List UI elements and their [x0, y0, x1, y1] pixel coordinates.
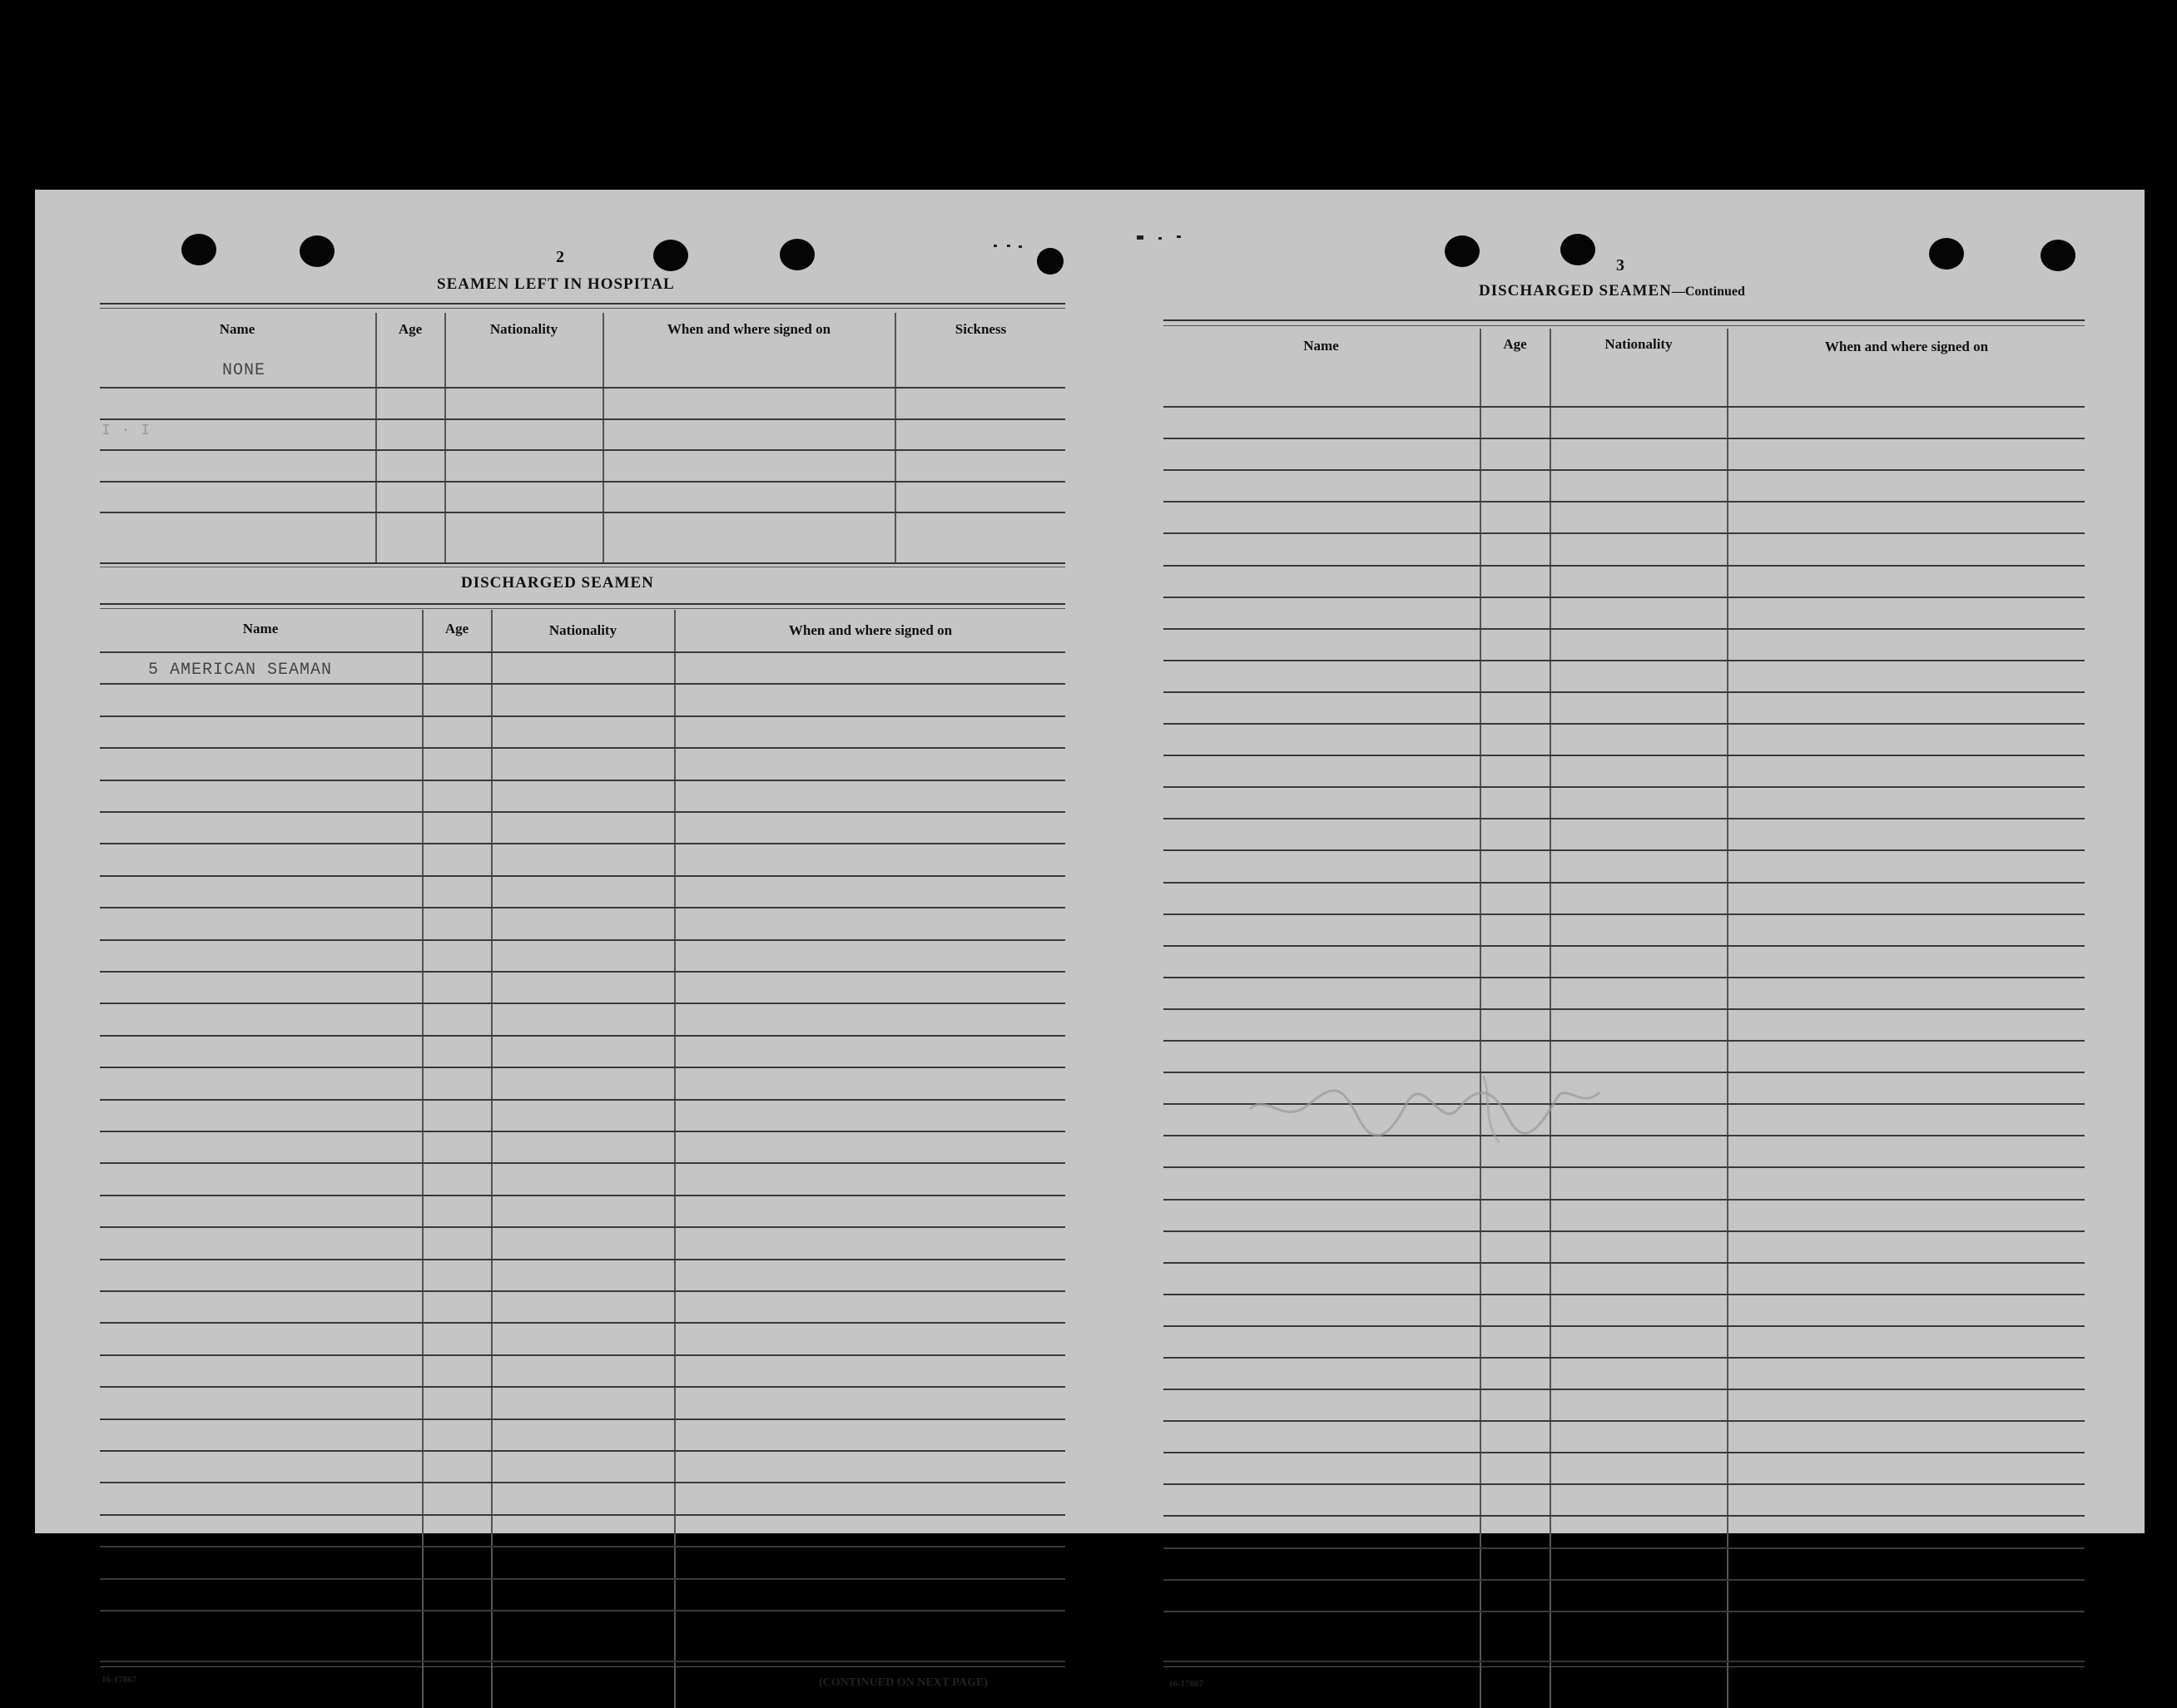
- column-header-nationality: Nationality: [548, 622, 617, 638]
- row-line: [100, 1354, 1065, 1356]
- column-header-age: Age: [398, 321, 423, 337]
- row-line: [100, 715, 1065, 717]
- column-divider: [491, 610, 493, 1708]
- row-line: [1163, 1452, 2085, 1453]
- table-rule: [1163, 319, 2085, 321]
- stray-mark: [1177, 235, 1181, 238]
- column-header-name: Name: [219, 321, 255, 337]
- punch-hole: [1445, 235, 1480, 267]
- row-line: [1163, 849, 2085, 851]
- row-line: [1163, 1166, 2085, 1168]
- column-divider: [1480, 329, 1481, 1708]
- row-line: [1163, 1611, 2085, 1612]
- column-divider: [422, 610, 424, 1708]
- row-line: [100, 418, 1065, 420]
- row-line: [100, 780, 1065, 781]
- row-line: [1163, 660, 2085, 661]
- row-line: [1163, 755, 2085, 756]
- column-header-signed-on: When and where signed on: [667, 321, 831, 337]
- form-code-right: 16-17867: [1168, 1679, 1204, 1689]
- punch-hole: [1929, 238, 1964, 270]
- discharged-entry: 5 AMERICAN SEAMAN: [148, 661, 333, 680]
- stray-mark: [1158, 237, 1162, 240]
- row-line: [100, 512, 1065, 513]
- row-line: [100, 907, 1065, 908]
- hospital-entry: NONE: [222, 361, 266, 380]
- row-line: [1163, 913, 2085, 915]
- row-line: [100, 1610, 1065, 1611]
- continued-note: (CONTINUED ON NEXT PAGE): [819, 1676, 988, 1689]
- column-header-signed-on: When and where signed on: [788, 622, 953, 638]
- column-header-nationality: Nationality: [489, 321, 558, 337]
- row-line: [1163, 977, 2085, 978]
- column-divider: [375, 313, 377, 562]
- table-rule: [100, 308, 1065, 309]
- row-line: [1163, 565, 2085, 567]
- row-line: [100, 747, 1065, 749]
- discharged-continued-title: [1479, 282, 1745, 300]
- row-line: [1163, 438, 2085, 439]
- table-rule: [100, 562, 1065, 564]
- punch-hole: [2041, 240, 2075, 271]
- table-rule: [100, 603, 1065, 605]
- row-line: [1163, 469, 2085, 471]
- row-line: [1163, 1199, 2085, 1201]
- table-rule: [1163, 1666, 2085, 1667]
- column-header-sickness: Sickness: [955, 321, 1007, 337]
- row-line: [1163, 1483, 2085, 1485]
- title-main: DISCHARGED SEAMEN: [1479, 282, 1672, 300]
- row-line: [1163, 1547, 2085, 1549]
- row-line: [1163, 723, 2085, 725]
- row-line: [1163, 1008, 2085, 1010]
- row-line: [1163, 532, 2085, 534]
- column-header-signed-on: When and where signed on: [1824, 339, 1989, 354]
- column-header-name: Name: [242, 621, 279, 636]
- row-line: [1163, 882, 2085, 884]
- row-line: [100, 1322, 1065, 1324]
- punch-hole: [780, 239, 815, 270]
- row-line: [1163, 1040, 2085, 1042]
- column-divider: [674, 610, 676, 1708]
- row-line: [1163, 1579, 2085, 1581]
- row-line: [100, 971, 1065, 973]
- page-number-left: 2: [556, 248, 564, 266]
- row-line: [1163, 597, 2085, 598]
- row-line: [100, 1003, 1065, 1004]
- row-line: [100, 449, 1065, 451]
- row-line: [100, 811, 1065, 813]
- hospital-section-title: SEAMEN LEFT IN HOSPITAL: [437, 275, 675, 293]
- row-line: [100, 387, 1065, 389]
- row-line: [1163, 1515, 2085, 1517]
- row-line: [100, 683, 1065, 685]
- faint-typed-mark: I · I: [102, 423, 151, 439]
- row-line: [1163, 1420, 2085, 1422]
- table-rule: [100, 1661, 1065, 1662]
- row-line: [1163, 1230, 2085, 1232]
- row-line: [100, 939, 1065, 941]
- column-header-name: Name: [1303, 338, 1339, 354]
- row-line: [100, 1514, 1065, 1516]
- row-line: [1163, 691, 2085, 693]
- column-divider: [444, 313, 446, 562]
- column-header-age: Age: [444, 621, 469, 636]
- row-line: [1163, 501, 2085, 502]
- table-rule: [100, 303, 1065, 304]
- row-line: [100, 651, 1065, 653]
- table-rule: [1163, 1661, 2085, 1662]
- punch-hole: [1560, 234, 1595, 265]
- stray-mark: [1019, 245, 1022, 248]
- stray-mark: [994, 245, 997, 247]
- row-line: [100, 1546, 1065, 1547]
- stray-mark: [1007, 245, 1010, 247]
- column-header-age: Age: [1503, 336, 1527, 352]
- column-divider: [603, 313, 604, 562]
- column-divider: [895, 313, 896, 562]
- row-line: [100, 1259, 1065, 1260]
- row-line: [100, 1226, 1065, 1228]
- punch-hole: [1037, 248, 1064, 275]
- row-line: [1163, 628, 2085, 630]
- punch-hole: [300, 235, 335, 267]
- row-line: [1163, 1262, 2085, 1264]
- row-line: [1163, 406, 2085, 408]
- table-rule: [100, 608, 1065, 609]
- row-line: [100, 1386, 1065, 1388]
- punch-hole: [653, 240, 688, 271]
- row-line: [1163, 1357, 2085, 1359]
- row-line: [100, 1131, 1065, 1132]
- row-line: [100, 1099, 1065, 1101]
- row-line: [1163, 1294, 2085, 1295]
- table-rule: [100, 1666, 1065, 1667]
- row-line: [100, 1450, 1065, 1452]
- row-line: [100, 843, 1065, 844]
- row-line: [1163, 945, 2085, 947]
- column-divider: [1550, 329, 1551, 1708]
- row-line: [100, 1195, 1065, 1196]
- row-line: [1163, 1325, 2085, 1327]
- page-number-right: 3: [1616, 256, 1624, 275]
- title-suffix: —Continued: [1671, 285, 1745, 299]
- row-line: [100, 1290, 1065, 1292]
- row-line: [1163, 786, 2085, 788]
- column-divider: [1727, 329, 1728, 1708]
- form-code-left: 16-17867: [102, 1675, 137, 1685]
- row-line: [100, 1035, 1065, 1037]
- row-line: [100, 1067, 1065, 1068]
- discharged-section-title: DISCHARGED SEAMEN: [461, 574, 654, 592]
- faint-signature: [1233, 1059, 1616, 1151]
- row-line: [100, 1482, 1065, 1483]
- form-sheet: [35, 190, 2145, 1689]
- table-rule: [1163, 325, 2085, 326]
- row-line: [1163, 818, 2085, 819]
- column-header-nationality: Nationality: [1604, 336, 1673, 352]
- row-line: [100, 1162, 1065, 1164]
- punch-hole: [181, 234, 216, 265]
- row-line: [100, 1418, 1065, 1420]
- row-line: [100, 875, 1065, 877]
- row-line: [100, 481, 1065, 483]
- stray-mark: [1137, 235, 1143, 240]
- row-line: [1163, 1389, 2085, 1390]
- row-line: [100, 1578, 1065, 1580]
